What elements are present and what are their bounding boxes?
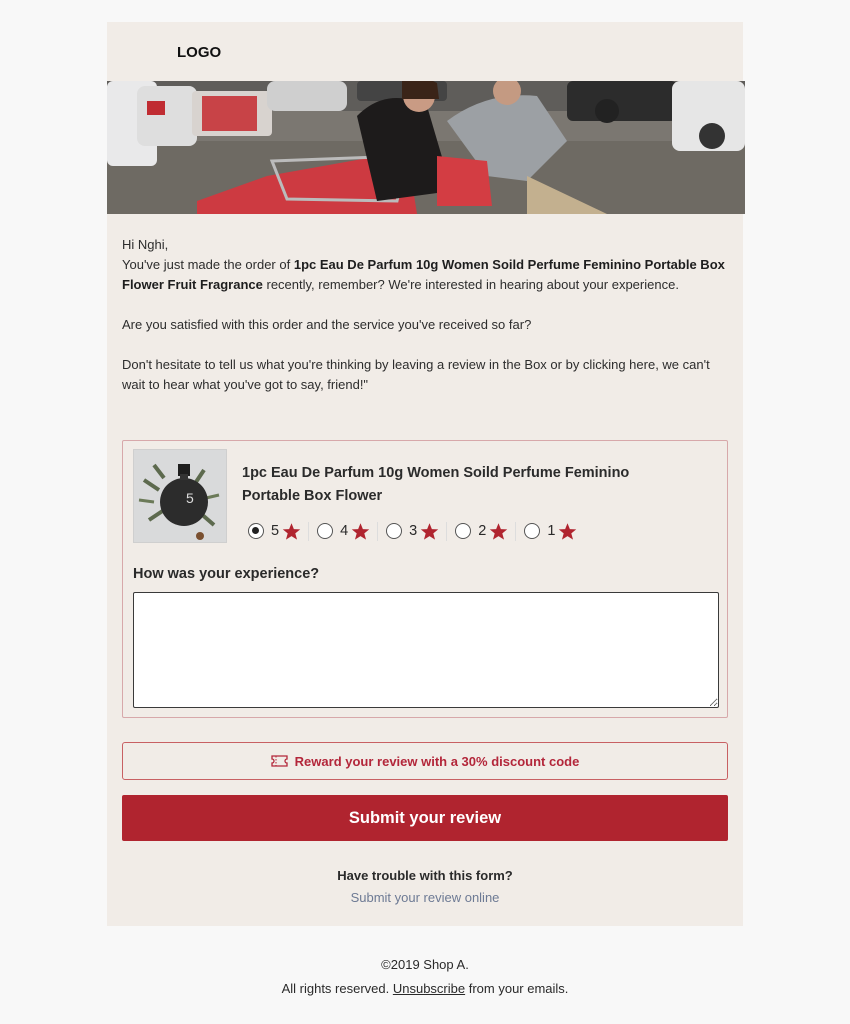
- copyright: ©2019 Shop A.: [381, 957, 469, 972]
- footer: [0, 953, 850, 1001]
- submit-review-button[interactable]: Submit your review: [122, 795, 728, 841]
- rating-value: 1: [547, 523, 556, 539]
- intro-text: [122, 235, 732, 415]
- online-review-link-row: [107, 890, 743, 905]
- rating-radio-3[interactable]: [386, 523, 402, 539]
- experience-textarea[interactable]: [133, 592, 719, 708]
- review-invite: Don't hesitate to tell us what you're thinking by leaving a review in the Box or by clicking here, we can't wait to hear what you've got to say, friend!": [122, 357, 710, 392]
- rating-radio-1[interactable]: [524, 523, 540, 539]
- rating-option-2[interactable]: [455, 522, 516, 541]
- hero-image: [107, 81, 745, 214]
- rating-value: 2: [478, 523, 487, 539]
- star-icon: [420, 522, 439, 541]
- order-suffix: recently, remember? We're interested in hearing about your experience.: [262, 277, 679, 292]
- satisfaction-question: Are you satisfied with this order and the service you've received so far?: [122, 317, 532, 332]
- product-thumbnail: [134, 450, 227, 543]
- product-title: 1pc Eau De Parfum 10g Women Soild Perfume Feminino Portable Box Flower: [242, 465, 630, 504]
- rating-value: 4: [340, 523, 349, 539]
- star-icon: [351, 522, 370, 541]
- discount-reward-button[interactable]: [122, 742, 728, 780]
- trouble-text: Have trouble with this form?: [337, 868, 513, 883]
- rating-value: 3: [409, 523, 418, 539]
- product-review-box: [122, 440, 728, 718]
- rating-option-4[interactable]: [317, 522, 378, 541]
- star-icon: [558, 522, 577, 541]
- rights-text: All rights reserved.: [281, 981, 393, 996]
- rating-option-3[interactable]: [386, 522, 447, 541]
- rating-radio-2[interactable]: [455, 523, 471, 539]
- rating-radio-4[interactable]: [317, 523, 333, 539]
- rating-value: 5: [271, 523, 280, 539]
- rating-option-1[interactable]: [524, 522, 584, 541]
- greeting: Hi Nghi,: [122, 237, 169, 252]
- submit-online-link[interactable]: Submit your review online: [350, 890, 500, 905]
- svg-text:5: 5: [186, 490, 194, 506]
- rating-group: [248, 520, 592, 542]
- order-product-name: 1pc Eau De Parfum 10g Women Soild Perfume Feminino Portable Box Flower Fruit Fragrance: [122, 257, 725, 292]
- email-card: [107, 22, 743, 926]
- order-prefix: You've just made the order of: [122, 257, 294, 272]
- rights-line: [0, 977, 850, 1001]
- star-icon: [489, 522, 508, 541]
- experience-label: How was your experience?: [133, 566, 320, 582]
- star-icon: [282, 522, 301, 541]
- rights-suffix: from your emails.: [465, 981, 569, 996]
- order-paragraph: [122, 255, 732, 295]
- rating-radio-5[interactable]: [248, 523, 264, 539]
- discount-label: Reward your review with a 30% discount code: [294, 753, 580, 769]
- ticket-icon: [271, 755, 288, 767]
- logo: LOGO: [177, 44, 222, 61]
- unsubscribe-link[interactable]: Unsubscribe: [392, 981, 466, 996]
- hero-photo: [107, 81, 745, 214]
- rating-option-5[interactable]: [248, 522, 309, 541]
- perfume-product-image: [133, 449, 227, 543]
